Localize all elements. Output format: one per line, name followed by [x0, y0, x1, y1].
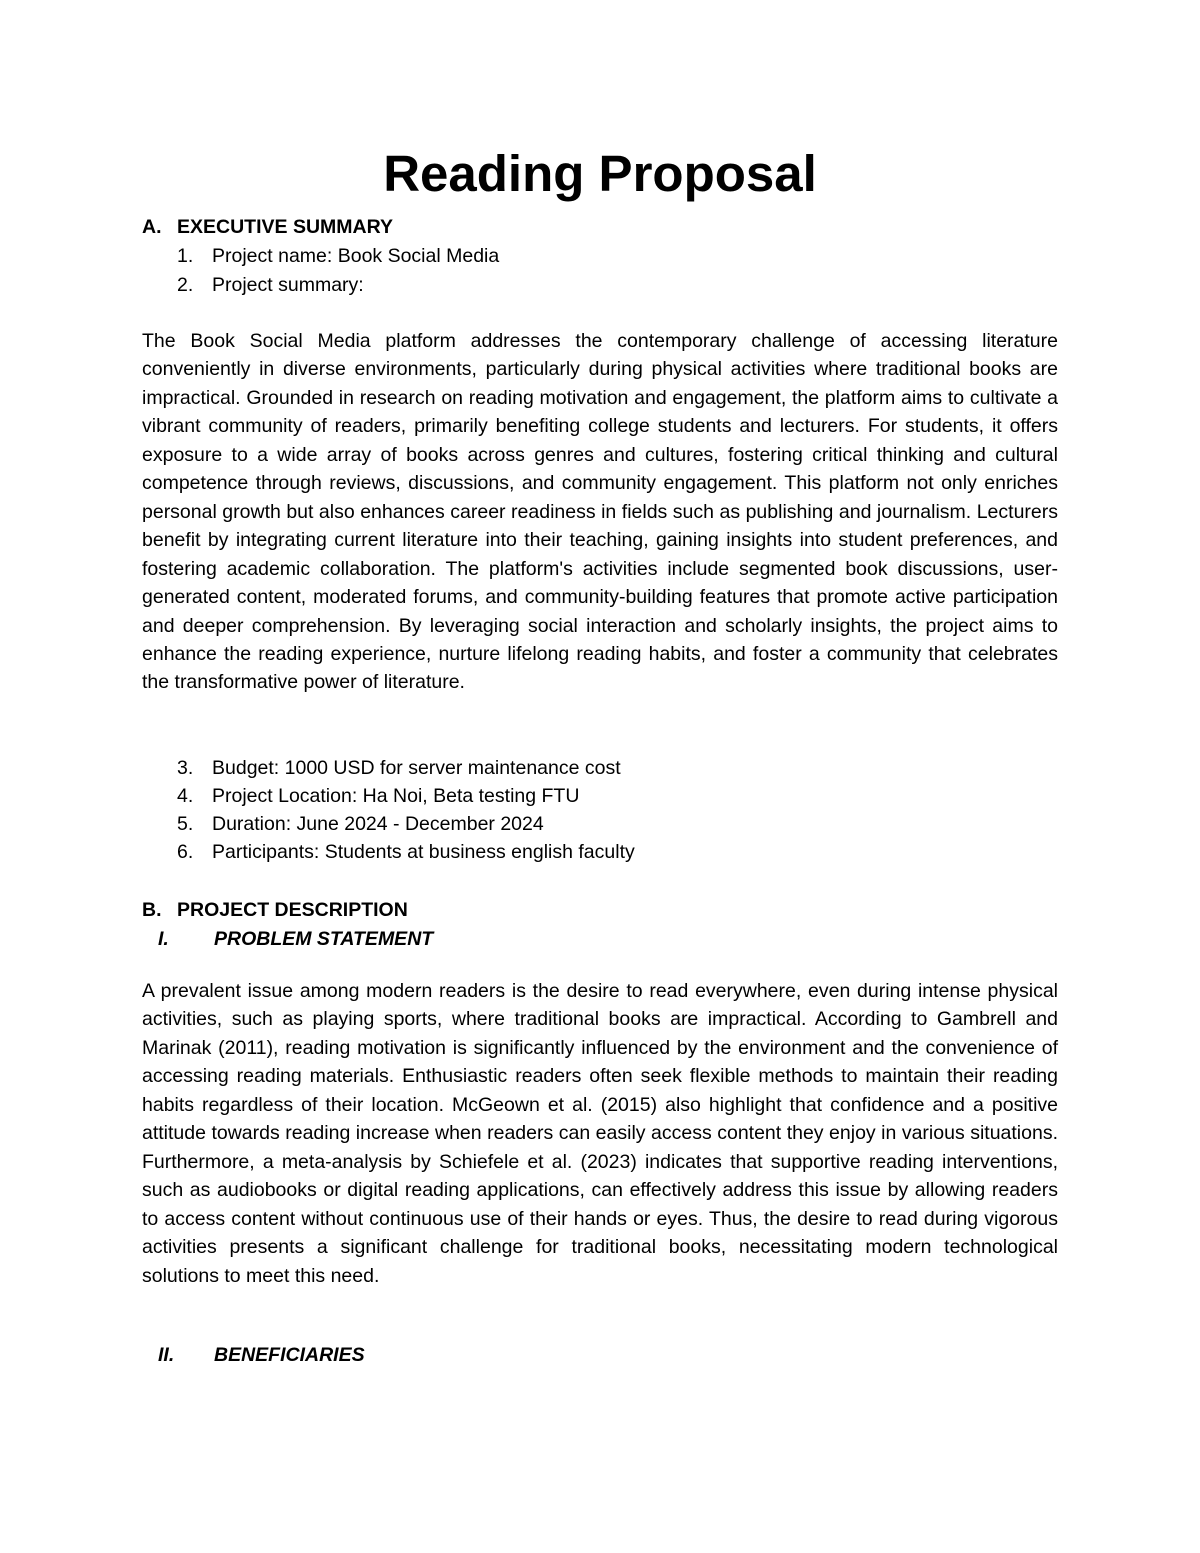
list-item-number: 2. — [177, 274, 194, 296]
beneficiaries-title: BENEFICIARIES — [214, 1344, 365, 1366]
problem-statement-paragraph: A prevalent issue among modern readers is the desire to read everywhere, even during intense physical activities, such as playing sports, where traditional books are impractical. According to Gambrell and Marinak (2011), reading motivation is significantly influenced by the environment and the convenience of accessing reading materials. Enthusiastic readers often seek flexible methods to maintain their reading habits regardless of their location. McGeown et al. (2015) also highlight that confidence and a positive attitude towards reading increase when readers can easily access content they enjoy in various situations. Furthermore, a meta-analysis by Schiefele et al. (2023) indicates that supportive reading interventions, such as audiobooks or digital reading applications, can effectively address this issue by allowing readers to access content without continuous use of their hands or eyes. Thus, the desire to read during vigorous activities presents a significant challenge for traditional books, necessitating modern technological solutions to meet this need. — [142, 980, 1058, 1287]
section-b-letter: B. — [142, 899, 162, 921]
list-item-text: Project name: Book Social Media — [212, 245, 500, 267]
list-item-number: 6. — [177, 841, 194, 863]
list-item — [177, 271, 364, 299]
list-item-text: Participants: Students at business english faculty — [212, 841, 635, 863]
beneficiaries-heading — [158, 1341, 365, 1369]
list-item-text: Project Location: Ha Noi, Beta testing FTU — [212, 785, 580, 807]
list-item-number: 4. — [177, 785, 194, 807]
section-a-heading — [142, 213, 393, 241]
list-item-text: Duration: June 2024 - December 2024 — [212, 813, 544, 835]
list-item-number: 5. — [177, 813, 194, 835]
beneficiaries-number: II. — [158, 1344, 175, 1366]
list-item — [177, 754, 621, 782]
list-item — [177, 838, 635, 866]
list-item-text: Budget: 1000 USD for server maintenance cost — [212, 757, 621, 779]
list-item-text: Project summary: — [212, 274, 364, 296]
section-a-letter: A. — [142, 216, 162, 238]
list-item — [177, 810, 544, 838]
list-item — [177, 782, 579, 810]
list-item-number: 3. — [177, 757, 194, 779]
list-item-number: 1. — [177, 245, 194, 267]
project-summary-paragraph: The Book Social Media platform addresses the contemporary challenge of accessing literature conveniently in diverse environments, particularly during physical activities where traditional books are impractical. Grounded in research on reading motivation and engagement, the platform aims to cultivate a vibrant community of readers, primarily benefiting college students and lecturers. For students, it offers exposure to a wide array of books across genres and cultures, fostering critical thinking and cultural competence through reviews, discussions, and community engagement. This platform not only enriches personal growth but also enhances career readiness in fields such as publishing and journalism. Lecturers benefit by integrating current literature into their teaching, gaining insights into student preferences, and fostering academic collaboration. The platform's activities include segmented book discussions, user-generated content, moderated forums, and community-building features that promote active participation and deeper comprehension. By leveraging social interaction and scholarly insights, the project aims to enhance the reading experience, nurture lifelong reading habits, and foster a community that celebrates the transformative power of literature. — [142, 330, 1058, 694]
section-b-heading — [142, 896, 408, 924]
problem-statement-number: I. — [158, 928, 169, 950]
problem-statement-heading — [158, 925, 433, 953]
problem-statement-title: PROBLEM STATEMENT — [214, 928, 434, 950]
section-a-title: EXECUTIVE SUMMARY — [177, 216, 393, 238]
list-item — [177, 242, 499, 270]
document-title: Reading Proposal — [383, 145, 817, 202]
section-b-title: PROJECT DESCRIPTION — [177, 899, 408, 921]
